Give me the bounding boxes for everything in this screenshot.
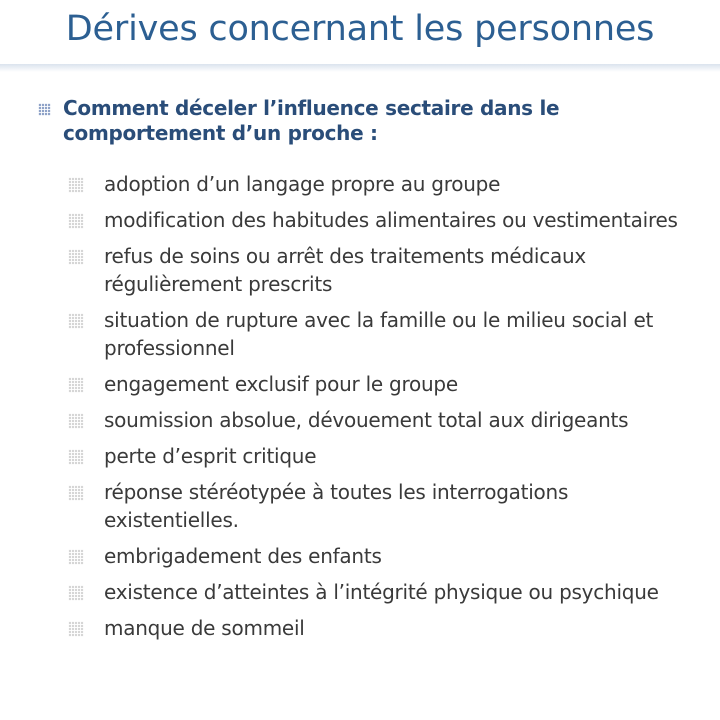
list-item — [68, 206, 708, 234]
square-bullet-icon — [68, 449, 84, 465]
list-item-text: refus de soins ou arrêt des traitements médicaux régulièrement prescrits — [104, 244, 586, 296]
list-item-text: existence d’atteintes à l’intégrité physique ou psychique — [104, 580, 659, 604]
square-bullet-icon — [68, 377, 84, 393]
list-item-text: engagement exclusif pour le groupe — [104, 372, 458, 396]
list-item-text: perte d’esprit critique — [104, 444, 317, 468]
title-divider — [0, 64, 720, 72]
list-item-text: soumission absolue, dévouement total aux dirigeants — [104, 408, 629, 432]
square-bullet-icon — [68, 313, 84, 329]
square-bullet-icon — [38, 103, 51, 116]
list-item — [68, 170, 708, 198]
square-bullet-icon — [68, 413, 84, 429]
list-item — [68, 442, 708, 470]
square-bullet-icon — [68, 621, 84, 637]
list-item — [68, 542, 708, 570]
list-item-text: réponse stéréotypée à toutes les interrogations existentielles. — [104, 480, 569, 532]
list-item-text: embrigadement des enfants — [104, 544, 382, 568]
list-item — [68, 306, 708, 362]
square-bullet-icon — [68, 213, 84, 229]
list-item-text: modification des habitudes alimentaires ou vestimentaires — [104, 208, 678, 232]
square-bullet-icon — [68, 585, 84, 601]
list-item — [68, 406, 708, 434]
list-item — [68, 478, 708, 534]
list-item-text: manque de sommeil — [104, 616, 305, 640]
section-heading: Comment déceler l’influence sectaire dans le comportement d’un proche : — [63, 96, 560, 145]
list-item-text: adoption d’un langage propre au groupe — [104, 172, 501, 196]
signs-list — [68, 170, 708, 650]
list-item-text: situation de rupture avec la famille ou le milieu social et professionnel — [104, 308, 654, 360]
square-bullet-icon — [68, 177, 84, 193]
list-item — [68, 242, 708, 298]
list-item — [68, 614, 708, 642]
square-bullet-icon — [68, 485, 84, 501]
heading-bullet-point — [38, 96, 698, 146]
square-bullet-icon — [68, 249, 84, 265]
square-bullet-icon — [68, 549, 84, 565]
list-item — [68, 370, 708, 398]
slide-title: Dérives concernant les personnes — [65, 9, 655, 49]
list-item — [68, 578, 708, 606]
